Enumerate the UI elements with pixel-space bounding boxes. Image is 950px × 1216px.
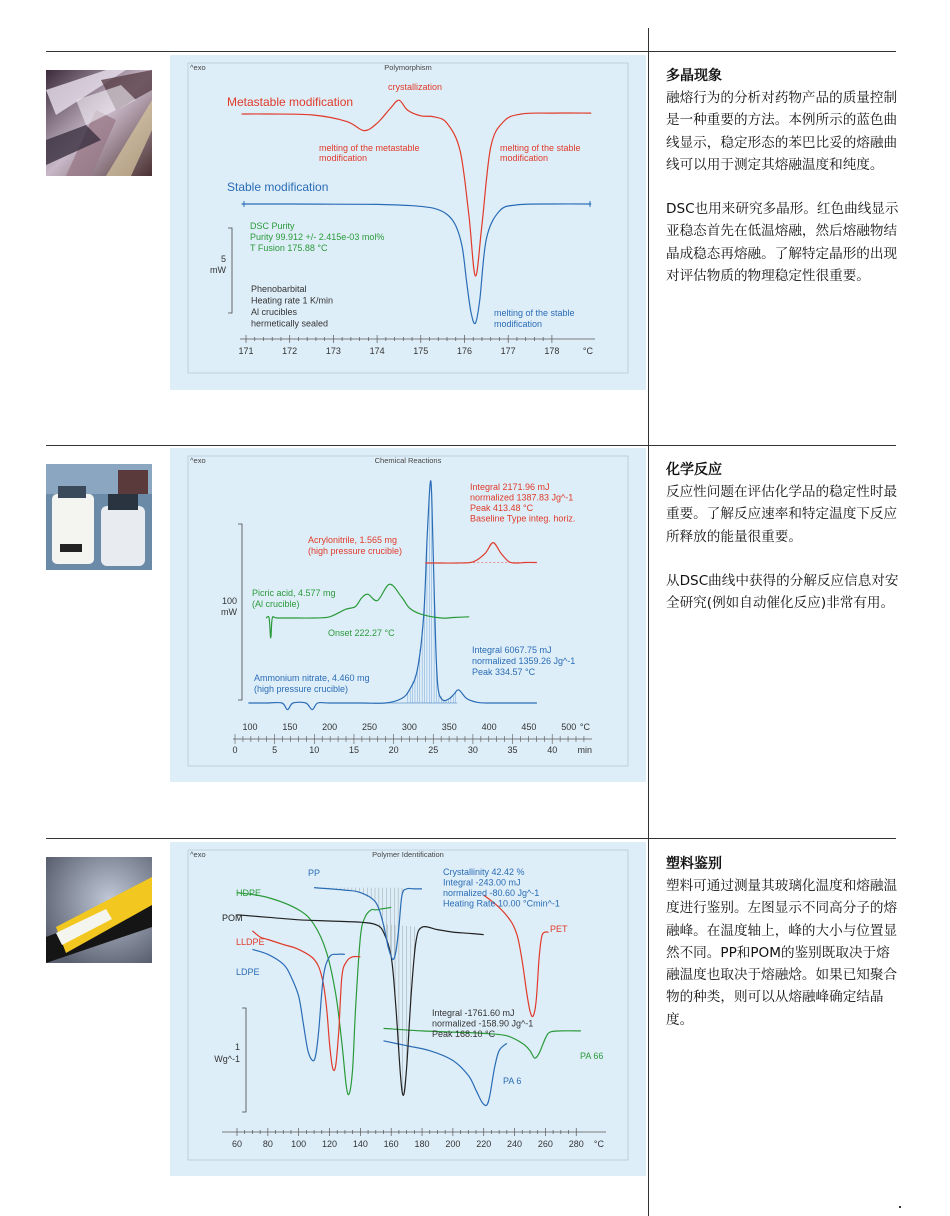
chart-polymer-identification [170,842,646,1176]
series-line-pet [484,895,549,1016]
separator-line-3 [46,838,896,839]
annotation-melt-stable-red: melting of the stable [500,143,581,153]
plot-frame [188,456,628,766]
time-axis-label: 35 [507,745,518,755]
annotation-acrylonitrile-results: Integral 2171.96 mJ [470,482,550,492]
series-label: LDPE [236,967,260,977]
x-axis-label: 140 [352,1139,368,1149]
x-axis-unit: °C [582,346,593,356]
annotation-acrylonitrile-results: Peak 413.48 °C [470,503,534,513]
section-paragraph: 塑料可通过测量其玻璃化温度和熔融温度进行鉴别。左图显示不同高分子的熔融峰。在温度轴上，峰的大小与位置显然不同。PP和POM的鉴别既取决于熔融温度也取决于熔融焓。如果已知聚合物的种类，则可以从熔融峰确定结晶度。 [666,878,898,1028]
time-axis-label: 30 [467,745,478,755]
x-axis-label: 260 [537,1139,553,1149]
annotation-melt-metastable: melting of the metastable [319,143,420,153]
x-axis-label: 450 [521,722,537,732]
crystal-micrograph-image [46,70,152,176]
time-axis-label: 0 [232,745,238,755]
section-paragraph: 从DSC曲线中获得的分解反应信息对安全研究(例如自动催化反应)非常有用。 [666,572,899,612]
separator-line-2 [46,445,896,446]
annotation-sample: Phenobarbital [251,284,307,294]
time-axis-unit: min [577,745,592,755]
annotation-acrylonitrile-results: normalized 1387.83 Jg^-1 [470,492,574,503]
x-axis-label: 160 [383,1139,399,1149]
annotation-melt-stable-blue: melting of the stable [494,308,575,318]
x-axis-label: 500 [561,722,577,732]
section-paragraph: 反应性问题在评估化学品的稳定性时最重要。了解反应速率和特定温度下反应所释放的能量很重要。 [666,484,898,545]
x-axis-label: 280 [568,1139,584,1149]
x-axis-label: 100 [291,1139,307,1149]
x-axis-label: 120 [322,1139,338,1149]
x-axis-label: 240 [507,1139,523,1149]
x-axis-label: 177 [500,346,516,356]
annotation-pom-results: Integral -1761.60 mJ [432,1008,515,1018]
annotation-crystallization: crystallization [388,82,443,92]
chart-polymorphism [170,55,646,390]
section-polymorphism-text [666,65,902,287]
x-axis-label: 350 [441,722,457,732]
chart-chemical-reactions [170,448,646,782]
chart-title: Chemical Reactions [374,456,442,465]
x-axis-label: 175 [413,346,429,356]
x-axis-label: 180 [414,1139,430,1149]
annotation-picric-acid: Picric acid, 4.577 mg [252,588,336,598]
annotation-pp-results: Integral -243.00 mJ [443,877,521,888]
series-label: PA 6 [503,1076,522,1086]
plastic-tubes-image [46,857,152,963]
series-label: PP [308,868,321,878]
annotation-sample: Al crucibles [251,307,298,317]
x-axis-label: 220 [476,1139,492,1149]
annotation-acrylonitrile-results: Baseline Type integ. horiz. [470,513,576,524]
x-axis-label: 250 [362,722,378,732]
annotation-pp-results: Heating Rate 10.00 °Cmin^-1 [443,898,560,909]
x-axis-label: 60 [231,1139,243,1149]
x-axis-label: 80 [262,1139,273,1149]
annotation-picric-acid: (Al crucible) [252,599,300,609]
section-chemical-reactions-text [666,459,902,614]
x-axis-label: 200 [322,722,338,732]
y-axis-tag: ^exo [190,850,206,859]
section-polymer-identification-text [666,853,902,1031]
scale-bar-value: 5 [220,254,226,264]
annotation-sample: hermetically sealed [251,318,329,329]
section-paragraph: 融熔行为的分析对药物产品的质量控制是一种重要的方法。本例所示的蓝色曲线显示，稳定形态的苯巴比妥的熔融曲线可以用于测定其熔融温度和纯度。 [666,90,898,173]
page-mark [899,1206,901,1208]
scale-bar-unit: Wg^-1 [214,1054,240,1064]
x-axis-label: 172 [282,346,298,356]
x-axis-label: 150 [282,722,298,732]
scale-bar [238,524,242,700]
time-axis-label: 20 [388,745,399,755]
annotation-melt-stable-blue: modification [494,319,543,329]
separator-line-1 [46,51,896,52]
chart-title: Polymorphism [384,63,432,72]
x-axis-label: 200 [445,1139,461,1149]
x-axis-unit: °C [579,722,590,732]
scale-bar-value: 1 [234,1042,240,1052]
series-line-acrylonitrile [425,543,537,563]
annotation-melt-metastable: modification [319,153,368,163]
series-line-ldpe [252,949,345,1060]
series-line-lldpe [252,931,360,1071]
section-heading: 化学反应 [666,462,722,478]
annotation-acrylonitrile: Acrylonitrile, 1.565 mg [308,535,398,545]
annotation-acrylonitrile: (high pressure crucible) [308,546,403,556]
annotation-ammonium-nitrate: (high pressure crucible) [254,684,349,694]
x-axis-unit: °C [593,1139,604,1149]
annotation-pp-results: Crystallinity 42.42 % [443,867,525,877]
series-label: LLDPE [236,937,265,947]
series-label: PA 66 [580,1051,604,1061]
annotation-ammonium-nitrate-results: Peak 334.57 °C [472,667,536,677]
chemical-bottles-image [46,464,152,570]
chart-title: Polymer Identification [372,850,444,859]
annotation-pp-results: normalized -80.60 Jg^-1 [443,888,540,898]
section-heading: 塑料鉴别 [666,856,722,872]
y-axis-tag: ^exo [190,63,206,72]
x-axis-label: 171 [238,346,254,356]
annotation-purity: T Fusion 175.88 °C [250,243,328,253]
section-paragraph: DSC也用来研究多晶形。红色曲线显示亚稳态首先在低温熔融，然后熔融物结晶成稳态再熔融。了解特定晶形的出现对评估物质的物理稳定性很重要。 [666,201,899,285]
x-axis-label: 173 [325,346,341,356]
annotation-purity: DSC Purity [250,221,295,231]
time-axis-label: 15 [348,745,359,755]
series-label: PET [550,924,568,934]
annotation-ammonium-nitrate: Ammonium nitrate, 4.460 mg [254,673,370,683]
time-axis-label: 10 [309,745,320,755]
series-line-pa6 [384,1041,507,1106]
series-label: POM [222,913,243,923]
y-axis-tag: ^exo [190,456,206,465]
annotation-onset: Onset 222.27 °C [328,628,395,638]
scale-bar [242,1008,246,1112]
annotation-melt-stable-red: modification [500,153,549,163]
x-axis-label: 176 [456,346,473,356]
time-axis-label: 40 [547,745,558,755]
scale-bar [228,228,232,313]
time-axis-label: 25 [428,745,439,755]
annotation-pom-results: normalized -158.90 Jg^-1 [432,1018,534,1029]
scale-bar-unit: mW [221,607,237,617]
x-axis-label: 400 [481,722,497,732]
annotation-sample: Heating rate 1 K/min [251,295,334,306]
annotation-purity: Purity 99.912 +/- 2.415e-03 mol% [250,232,385,242]
annotation-pom-results: Peak 168.10 °C [432,1029,496,1039]
section-heading: 多晶现象 [666,68,722,84]
time-axis-label: 5 [272,745,278,755]
x-axis-label: 174 [369,346,385,356]
series-label-metastable: Metastable modification [227,95,354,109]
annotation-ammonium-nitrate-results: Integral 6067.75 mJ [472,645,552,655]
series-label-stable: Stable modification [227,180,329,194]
scale-bar-unit: mW [210,265,226,275]
x-axis-label: 300 [401,722,417,732]
x-axis-label: 100 [242,722,258,732]
x-axis-label: 178 [544,346,560,356]
series-label: HDPE [236,888,262,898]
scale-bar-value: 100 [221,596,237,606]
annotation-ammonium-nitrate-results: normalized 1359.26 Jg^-1 [472,656,576,666]
column-divider [648,28,649,1216]
